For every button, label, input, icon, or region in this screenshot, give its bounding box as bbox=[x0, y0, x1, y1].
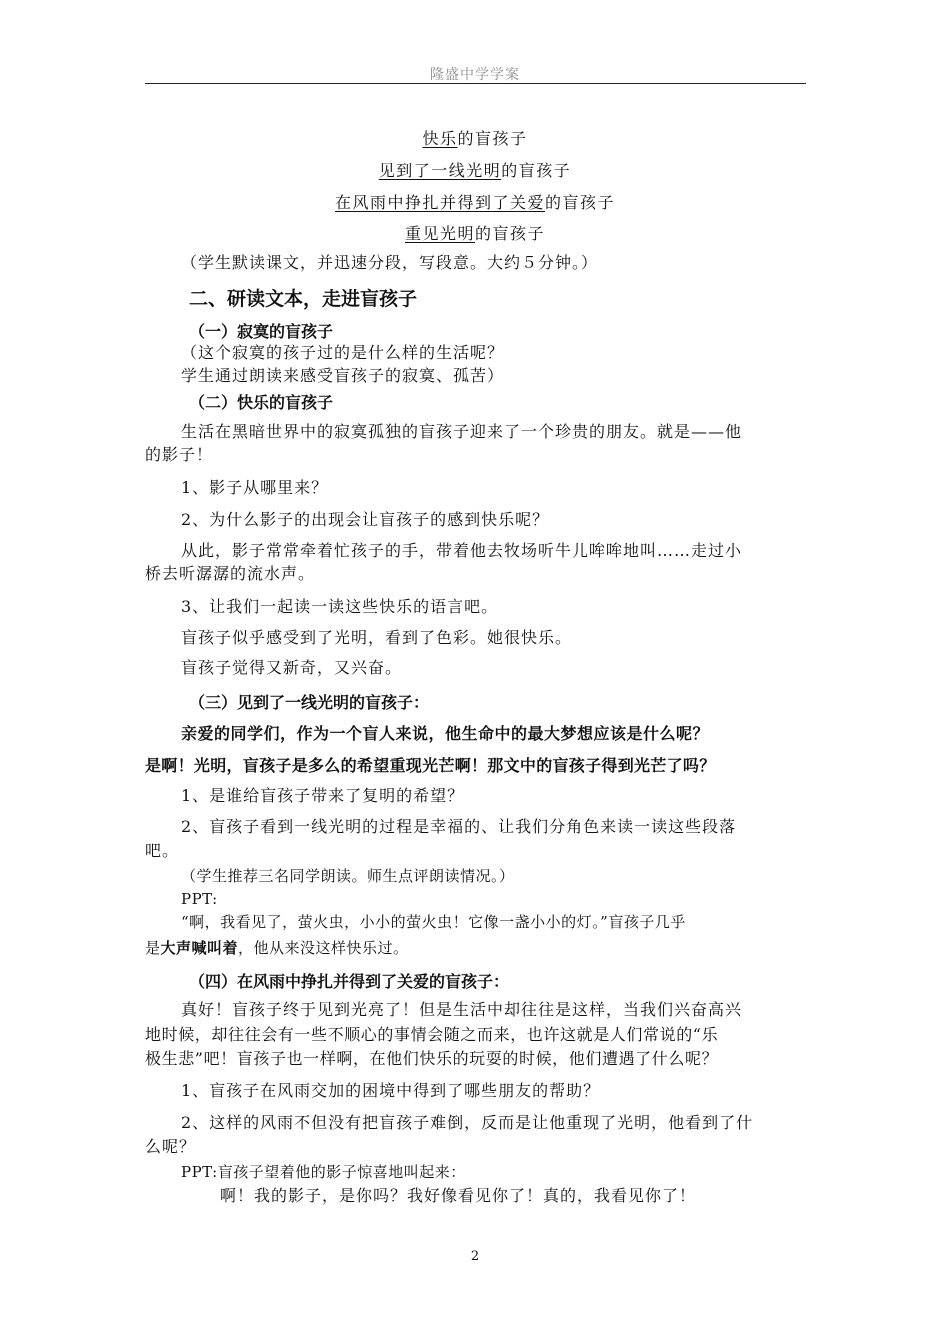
title-line-2 bbox=[0, 158, 950, 181]
title-underlined: 在风雨中挣扎并得到了关爱 bbox=[334, 193, 545, 212]
subsection-heading-3: （三）见到了一线光明的盲孩子： bbox=[189, 693, 430, 712]
sub2-line-2: 盲孩子觉得又新奇，又兴奋。 bbox=[181, 658, 403, 677]
sub3-question-2-line-2: 吧。 bbox=[145, 841, 180, 860]
title-underlined: 重见光明 bbox=[404, 224, 475, 243]
sub1-text-1: （这个寂寞的孩子过的是什么样的生活呢？ bbox=[181, 343, 505, 362]
page-header: 隆盛中学学案 bbox=[430, 67, 520, 83]
sub3-bold-line-1: 亲爱的同学们，作为一个盲人来说，他生命中的最大梦想应该是什么呢？ bbox=[181, 724, 710, 743]
sub2-question-1: 1、影子从哪里来？ bbox=[181, 478, 329, 497]
page-number: 2 bbox=[470, 1249, 480, 1264]
quote-text: ，他从来没这样快乐过。 bbox=[238, 939, 409, 957]
quote-bold-text: 大声喊叫着 bbox=[160, 939, 239, 957]
quote-text: 是 bbox=[145, 939, 161, 957]
title-line-4 bbox=[0, 221, 950, 244]
sub3-bold-line-2: 是啊！光明，盲孩子是多么的希望重现光芒啊！那文中的盲孩子得到光芒了吗？ bbox=[145, 756, 716, 775]
sub1-text-2: 学生通过朗读来感受盲孩子的寂寞、孤苦） bbox=[181, 366, 505, 385]
sub4-paragraph-line-2: 地时候，却往往会有一些不顺心的事情会随之而来，也许这就是人们常说的“乐 bbox=[145, 1025, 719, 1044]
sub2-line-1: 盲孩子似乎感受到了光明，看到了色彩。她很快乐。 bbox=[181, 628, 573, 647]
title-rest: 的盲孩子 bbox=[475, 224, 546, 243]
title-rest: 的盲孩子 bbox=[457, 129, 528, 148]
title-underlined: 见到了一线光明 bbox=[378, 161, 502, 180]
sub4-question-2-line-2: 么呢？ bbox=[145, 1137, 197, 1156]
title-underlined: 快乐 bbox=[422, 129, 458, 148]
note-reading: （学生默读课文，并迅速分段，写段意。大约５分钟。） bbox=[181, 253, 599, 272]
sub3-question-1: 1、是谁给盲孩子带来了复明的希望？ bbox=[181, 786, 465, 805]
header-rule bbox=[145, 83, 806, 84]
sub3-quote-line-2 bbox=[145, 938, 409, 958]
title-rest: 的盲孩子 bbox=[501, 161, 572, 180]
title-rest: 的盲孩子 bbox=[545, 193, 616, 212]
sub2-quote-line-1: 从此，影子常常牵着忙孩子的手，带着他去牧场听牛儿哞哞地叫……走过小 bbox=[181, 541, 743, 560]
sub4-quote: 啊！我的影子，是你吗？我好像看见你了！真的，我看见你了！ bbox=[220, 1186, 697, 1205]
sub3-ppt-label: PPT: bbox=[181, 890, 218, 908]
sub2-question-3: 3、让我们一起读一读这些快乐的语言吧。 bbox=[181, 597, 499, 616]
sub3-question-2-line-1: 2、盲孩子看到一线光明的过程是幸福的、让我们分角色来读一读这些段落 bbox=[181, 817, 737, 836]
subsection-heading-2: （二）快乐的盲孩子 bbox=[189, 393, 334, 412]
sub4-question-1: 1、盲孩子在风雨交加的困境中得到了哪些朋友的帮助？ bbox=[181, 1081, 601, 1100]
sub4-question-2-line-1: 2、这样的风雨不但没有把盲孩子难倒，反而是让他重现了光明，他看到了什 bbox=[181, 1113, 754, 1132]
section-heading-2: 二、研读文本，走进盲孩子 bbox=[189, 288, 418, 310]
sub3-note: （学生推荐三名同学朗读。师生点评朗读情况。） bbox=[181, 867, 515, 885]
subsection-heading-4: （四）在风雨中挣扎并得到了关爱的盲孩子： bbox=[189, 972, 510, 991]
sub2-paragraph-line-2: 的影子！ bbox=[145, 445, 214, 464]
sub4-ppt-line: PPT:盲孩子望着他的影子惊喜地叫起来： bbox=[181, 1163, 466, 1181]
subsection-heading-1: （一）寂寞的盲孩子 bbox=[189, 322, 334, 341]
title-line-1 bbox=[0, 126, 950, 149]
sub4-paragraph-line-3: 极生悲”吧！盲孩子也一样啊，在他们快乐的玩耍的时候，他们遭遇了什么呢？ bbox=[145, 1049, 719, 1068]
title-line-3 bbox=[0, 190, 950, 213]
sub2-question-2: 2、为什么影子的出现会让盲孩子的感到快乐呢？ bbox=[181, 510, 550, 529]
sub2-quote-line-2: 桥去听潺潺的流水声。 bbox=[145, 564, 316, 583]
sub3-quote-line-1: “啊，我看见了，萤火虫，小小的萤火虫！它像一盏小小的灯。”盲孩子几乎 bbox=[181, 913, 686, 931]
sub4-paragraph-line-1: 真好！盲孩子终于见到光亮了！但是生活中却往往是这样，当我们兴奋高兴 bbox=[181, 1000, 743, 1019]
sub2-paragraph-line-1: 生活在黑暗世界中的寂寞孤独的盲孩子迎来了一个珍贵的朋友。就是——他 bbox=[181, 422, 743, 441]
